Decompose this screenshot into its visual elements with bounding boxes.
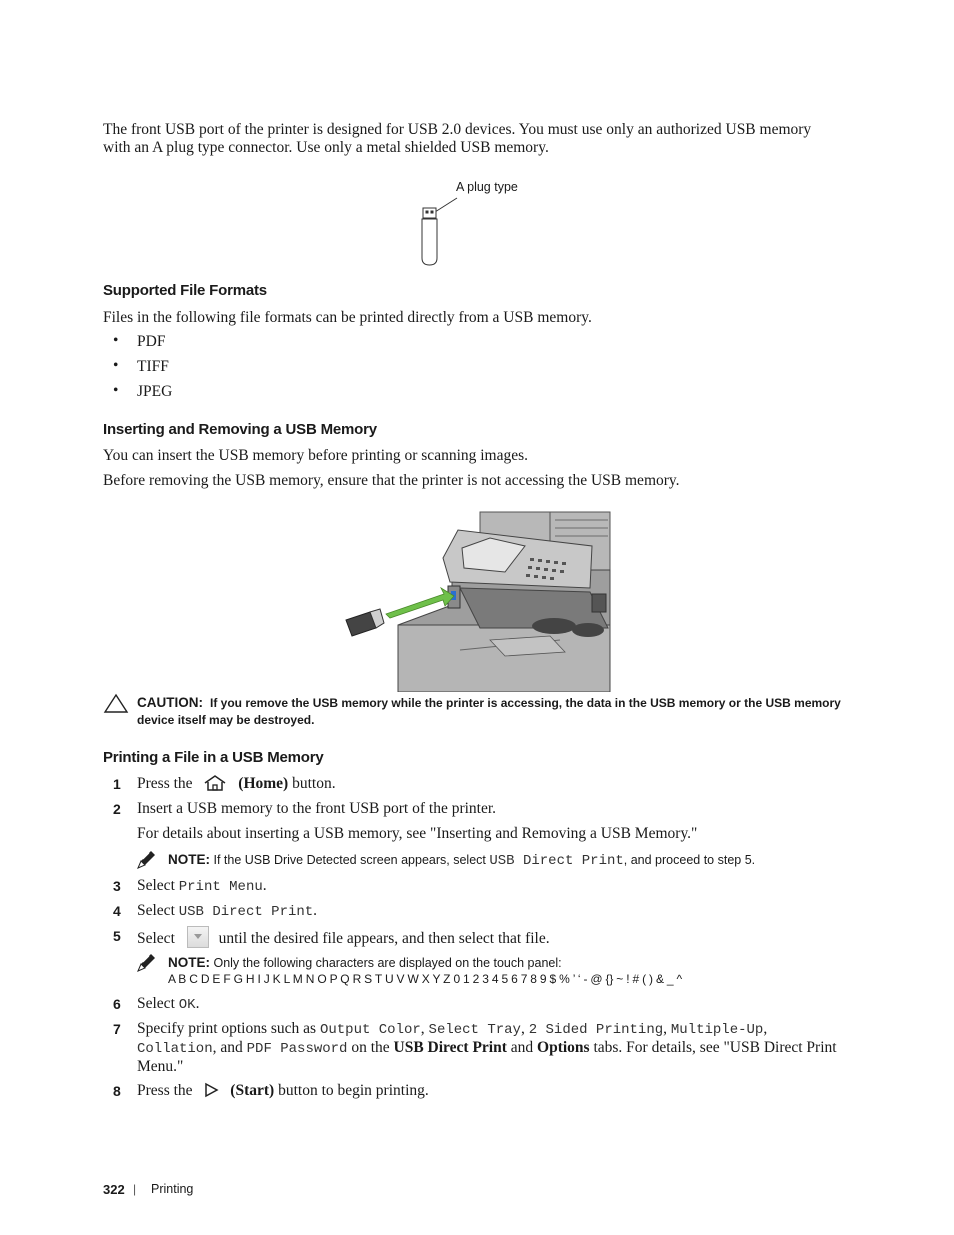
step-3-text: Select Print Menu. [137, 877, 267, 895]
scroll-down-button-icon [187, 926, 209, 948]
footer-separator: | [133, 1182, 137, 1196]
footer-section-title: Printing [151, 1182, 194, 1196]
insert-para-2: Before removing the USB memory, ensure that the printer is not accessing the USB memory. [103, 472, 680, 489]
step-2-text: Insert a USB memory to the front USB port of the printer. [137, 800, 497, 817]
list-bullet: • [113, 382, 119, 399]
step-5-text: Select until the desired file appears, and then select that file. [137, 926, 550, 948]
usb-a-plug-illustration [415, 192, 465, 268]
step-7-number: 7 [113, 1021, 121, 1037]
step-8-number: 8 [113, 1083, 121, 1099]
heading-printing-file: Printing a File in a USB Memory [103, 749, 324, 766]
caution-icon [103, 693, 129, 714]
step-8-text: Press the (Start) button to begin printing. [137, 1082, 429, 1099]
figure-label-a-plug-type: A plug type [456, 180, 518, 194]
list-bullet: • [113, 357, 119, 374]
printer-usb-insertion-illustration [340, 510, 612, 692]
page-number: 322 [103, 1182, 125, 1197]
step-4-text: Select USB Direct Print. [137, 902, 318, 920]
step-6-number: 6 [113, 996, 121, 1012]
step-1-text: Press the (Home) button. [137, 775, 336, 792]
caution-text-line-2: device itself may be destroyed. [137, 713, 315, 727]
step-4-number: 4 [113, 903, 121, 919]
intro-line-1: The front USB port of the printer is designed for USB 2.0 devices. You must use only an authorized USB memory [103, 121, 812, 138]
home-icon [202, 774, 228, 792]
step-2-detail: For details about inserting a USB memory, see "Inserting and Removing a USB Memory." [137, 825, 698, 842]
step-5-number: 5 [113, 928, 121, 944]
note-2-characters: A B C D E F G H I J K L M N O P Q R S T U V W X Y Z 0 1 2 3 4 5 6 7 8 9 $ % ’ ‘ - @ {} ~ ! # ( ) & _ ^ [168, 972, 682, 986]
note-2: NOTE: Only the following characters are displayed on the touch panel: [168, 955, 562, 970]
step-7-line-2: Collation, and PDF Password on the USB Direct Print and Options tabs. For details, see "USB Direct Print [137, 1039, 837, 1057]
insert-para-1: You can insert the USB memory before printing or scanning images. [103, 447, 529, 464]
figure-leader-line [435, 198, 457, 212]
list-item-tiff: TIFF [137, 358, 169, 375]
usb-body [422, 219, 437, 265]
note-pencil-icon [137, 952, 157, 972]
list-item-jpeg: JPEG [137, 383, 173, 400]
step-3-number: 3 [113, 878, 121, 894]
list-bullet: • [113, 332, 119, 349]
list-item-pdf: PDF [137, 333, 166, 350]
step-7-line-3: Menu." [137, 1058, 184, 1075]
note-pencil-icon [137, 849, 157, 869]
heading-inserting-removing: Inserting and Removing a USB Memory [103, 421, 377, 438]
step-2-number: 2 [113, 801, 121, 817]
note-1: NOTE: If the USB Drive Detected screen appears, select USB Direct Print, and proceed to step 5. [168, 852, 756, 869]
step-7-line-1: Specify print options such as Output Color, Select Tray, 2 Sided Printing, Multiple-Up, [137, 1020, 768, 1038]
step-6-text: Select OK. [137, 995, 200, 1013]
intro-line-2: with an A plug type connector. Use only a metal shielded USB memory. [103, 139, 549, 156]
step-1-number: 1 [113, 776, 121, 792]
caution-label: CAUTION: [137, 695, 203, 710]
usb-connector [423, 208, 436, 218]
heading-supported-file-formats: Supported File Formats [103, 282, 267, 299]
formats-intro: Files in the following file formats can be printed directly from a USB memory. [103, 309, 592, 326]
caution-text-line-1: If you remove the USB memory while the printer is accessing, the data in the USB memory or the USB memory [210, 696, 841, 710]
start-icon [202, 1082, 220, 1098]
